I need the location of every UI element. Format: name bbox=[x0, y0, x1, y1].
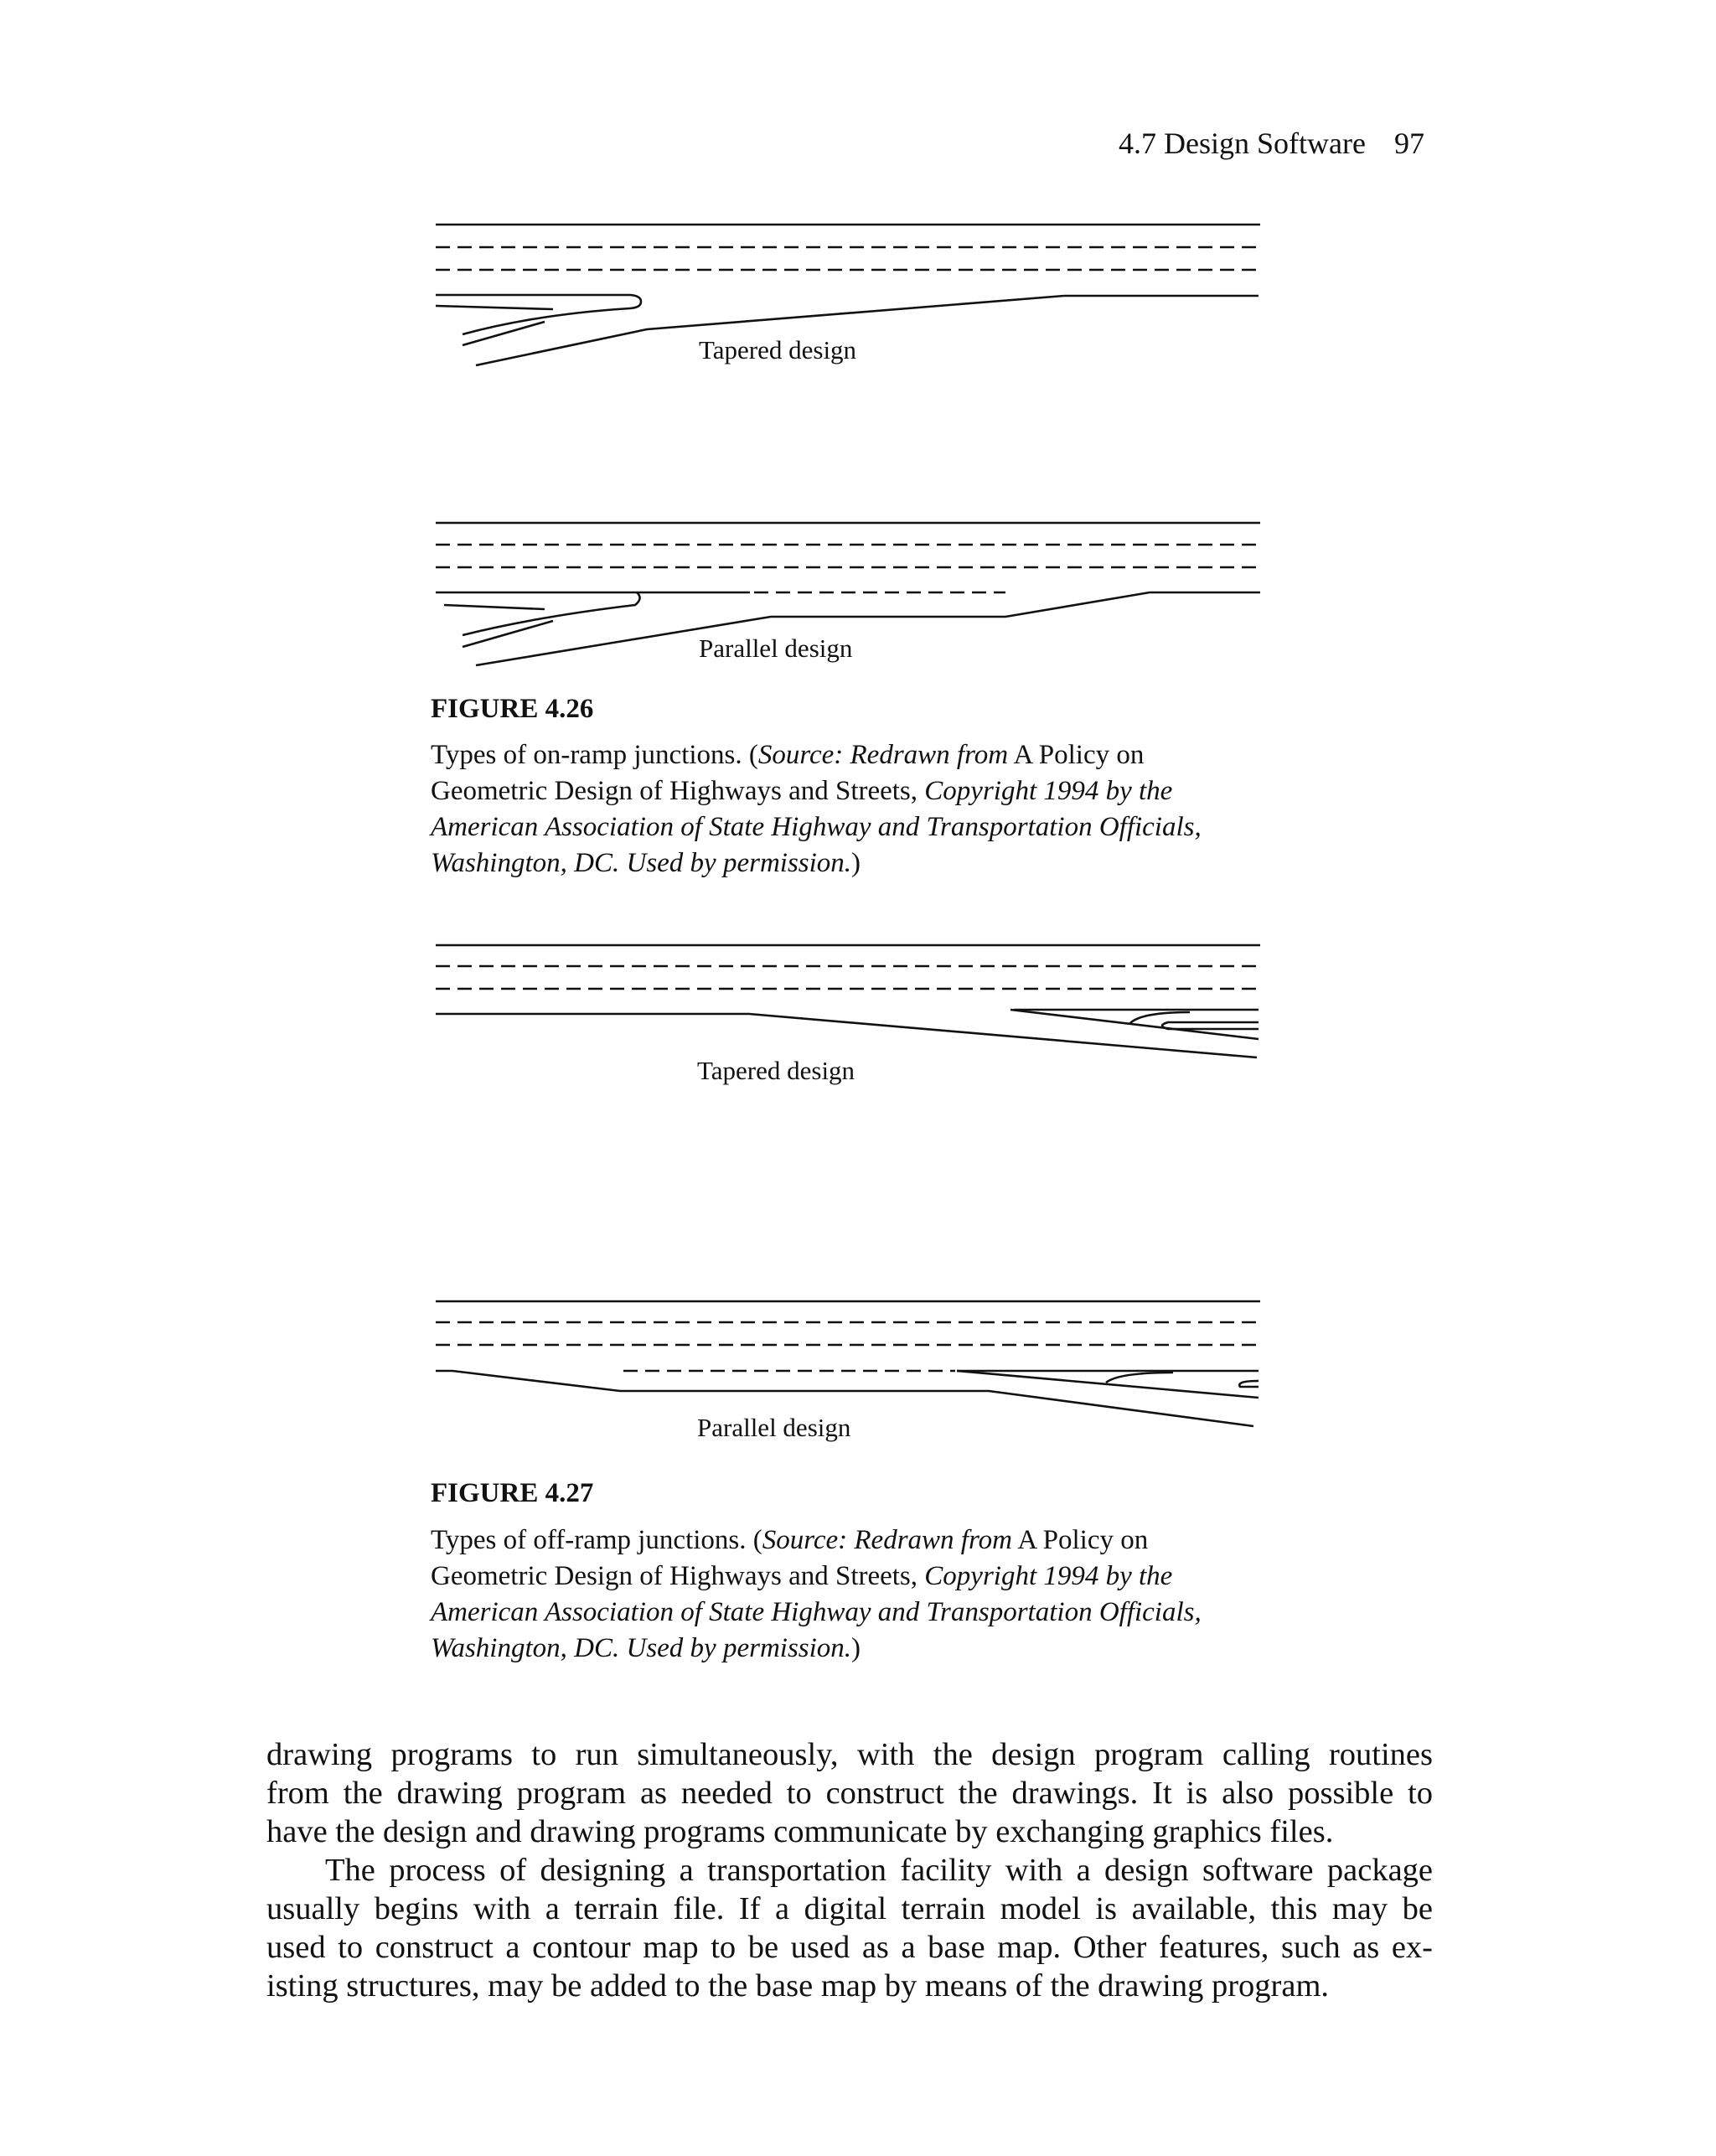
ramp-gore-nose bbox=[463, 592, 640, 635]
ramp-edge-line bbox=[436, 306, 553, 309]
figure-426-caption bbox=[431, 737, 1269, 882]
page-number: 97 bbox=[1394, 127, 1424, 160]
caption-line: Geometric Design of Highways and Streets, Copyright 1994 by the bbox=[431, 1561, 1173, 1591]
ramp-gore-nose bbox=[436, 295, 641, 334]
ramp-gore-nose bbox=[1162, 1022, 1259, 1029]
ramp-edge-line bbox=[444, 605, 545, 609]
figure-427-tapered-label: Tapered design bbox=[697, 1056, 855, 1085]
caption-line: Washington, DC. Used by permission.) bbox=[431, 1633, 861, 1663]
body-line: used to construct a contour map to be used as a base map. Other features, such as ex- bbox=[266, 1930, 1433, 1965]
body-line: from the drawing program as needed to construct the drawings. It is also possible to bbox=[266, 1776, 1433, 1811]
caption-line: Types of on-ramp junctions. (Source: Redrawn from A Policy on bbox=[431, 740, 1145, 770]
caption-line: American Association of State Highway and Transportation Officials, bbox=[431, 812, 1202, 842]
on-ramp-tapered-diagram bbox=[0, 209, 1716, 377]
body-line: usually begins with a terrain file. If a digital terrain model is available, this may be bbox=[266, 1891, 1433, 1926]
body-line: isting structures, may be added to the base map by means of the drawing program. bbox=[266, 1968, 1330, 2003]
body-line: have the design and drawing programs communicate by exchanging graphics files. bbox=[266, 1814, 1334, 1849]
on-ramp-parallel-diagram bbox=[0, 511, 1716, 679]
off-ramp-parallel-diagram bbox=[0, 1290, 1716, 1441]
body-line: The process of designing a transportation facility with a design software package bbox=[325, 1853, 1433, 1888]
section-title: 4.7 Design Software bbox=[1119, 127, 1366, 160]
running-head bbox=[1119, 126, 1424, 161]
figure-426-number: FIGURE 4.26 bbox=[431, 694, 594, 724]
figure-426-parallel-label: Parallel design bbox=[699, 633, 853, 663]
off-ramp-tapered-diagram bbox=[0, 930, 1716, 1073]
figure-426-tapered-label: Tapered design bbox=[699, 335, 857, 365]
acceleration-lane-edge bbox=[476, 296, 1259, 365]
caption-line: Washington, DC. Used by permission.) bbox=[431, 848, 861, 878]
figure-427-number: FIGURE 4.27 bbox=[431, 1478, 594, 1508]
figure-427-parallel-label: Parallel design bbox=[697, 1413, 851, 1442]
body-text bbox=[266, 1735, 1433, 2005]
parallel-lane-edge bbox=[476, 592, 1260, 665]
figure-427-caption bbox=[431, 1523, 1269, 1667]
body-paragraph-2 bbox=[266, 1851, 1433, 2005]
ramp-gore-nose bbox=[1239, 1381, 1259, 1387]
ramp-gore-curve bbox=[1106, 1373, 1173, 1383]
body-paragraph-1 bbox=[266, 1735, 1433, 1851]
caption-line: Types of off-ramp junctions. (Source: Redrawn from A Policy on bbox=[431, 1525, 1149, 1555]
caption-line: American Association of State Highway and Transportation Officials, bbox=[431, 1597, 1202, 1627]
caption-line: Geometric Design of Highways and Streets, Copyright 1994 by the bbox=[431, 776, 1173, 806]
body-line: drawing programs to run simultaneously, with the design program calling routines bbox=[266, 1737, 1433, 1772]
ramp-edge-line bbox=[1010, 1010, 1259, 1039]
